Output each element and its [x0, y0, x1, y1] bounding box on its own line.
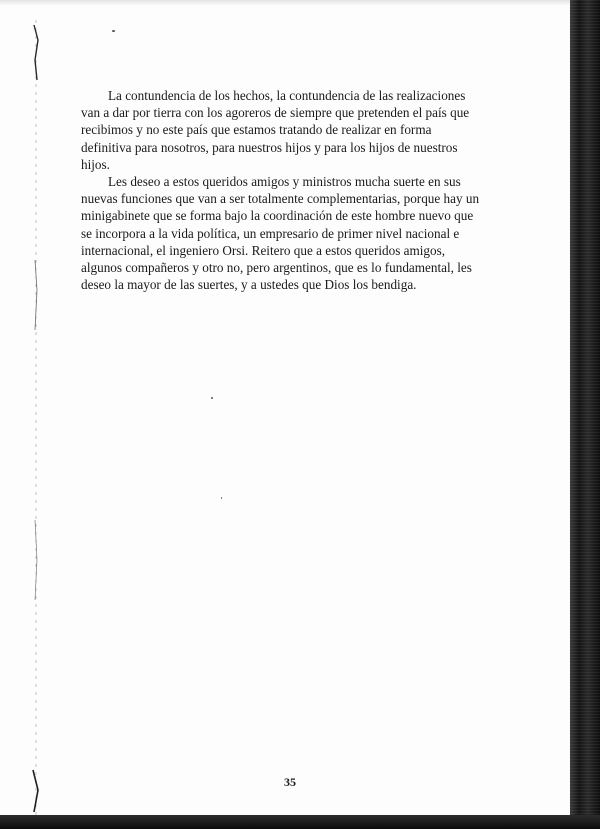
- scan-speck: [221, 497, 222, 499]
- body-text: [81, 87, 481, 293]
- scan-top-shadow: [0, 0, 570, 6]
- scan-bottom-border: [0, 815, 600, 829]
- scan-right-border: [570, 0, 600, 829]
- binding-edge: [0, 0, 44, 829]
- scan-speck: [112, 30, 115, 32]
- paragraph: La contundencia de los hechos, la contundencia de las realizaciones van a dar por tierra con los agoreros de siempre que pretenden el país que recibimos y no este país que estamos tratando de realizar en forma definitiva para nosotros, para nuestros hijos y para los hijos de nuestros hijos.: [81, 88, 470, 172]
- paragraph: Les deseo a estos queridos amigos y ministros mucha suerte en sus nuevas funciones que van a ser totalmente complementarias, porque hay un minigabinete que se forma bajo la coordinación de este hombre nuevo que se incorpora a la vida política, un empresario de primer nivel nacional e internacional, el ingeniero Orsi. Reitero que a estos queridos amigos, algunos compañeros y otro no, pero argentinos, que es lo fundamental, les deseo la mayor de las suertes, y a ustedes que Dios los bendiga.: [81, 174, 480, 293]
- scan-speck: [211, 397, 213, 399]
- page-number: 35: [284, 775, 296, 789]
